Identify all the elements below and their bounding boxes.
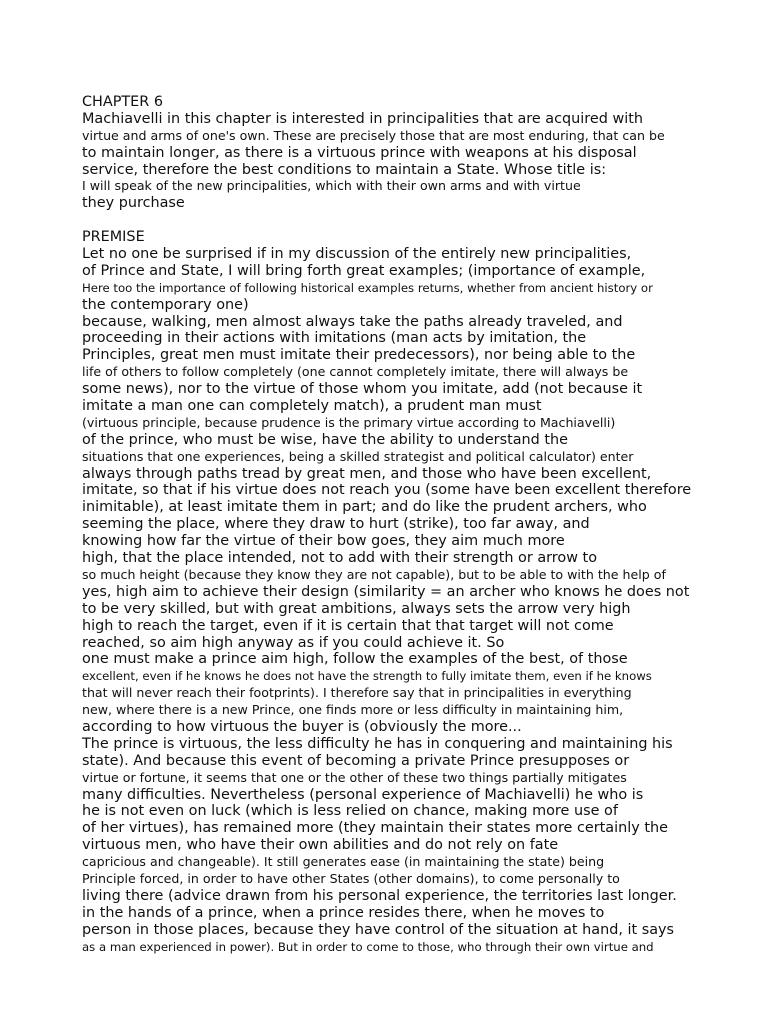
- text-line: Principle forced, in order to have other States (other domains), to come personally to: [82, 870, 620, 886]
- text-line: so much height (because they know they are not capable), but to be able to with the help of: [82, 566, 666, 582]
- text-line: always through paths tread by great men, and those who have been excellent,: [82, 465, 652, 482]
- text-line: many difficulties. Nevertheless (personal experience of Machiavelli) he who is: [82, 786, 644, 803]
- document-page: [82, 94, 752, 955]
- text-line: that will never reach their footprints). I therefore say that in principalities in everything: [82, 685, 632, 701]
- text-line: in the hands of a prince, when a prince resides there, when he moves to: [82, 904, 605, 921]
- text-line: living there (advice drawn from his personal experience, the territories last longer.: [82, 887, 677, 904]
- text-line: inimitable), at least imitate them in part; and do like the prudent archers, who: [82, 499, 647, 516]
- text-line: they purchase: [82, 195, 185, 212]
- text-line: Machiavelli in this chapter is interested in principalities that are acquired with: [82, 110, 643, 127]
- text-line: Let no one be surprised if in my discussion of the entirely new principalities,: [82, 246, 632, 263]
- text-line: virtue and arms of one's own. These are precisely those that are most enduring, that can be: [82, 127, 665, 143]
- text-line: (virtuous principle, because prudence is the primary virtue according to Machiavelli): [82, 414, 616, 430]
- text-line: yes, high aim to achieve their design (similarity = an archer who knows he does not: [82, 583, 690, 600]
- text-line: service, therefore the best conditions to maintain a State. Whose title is:: [82, 161, 607, 178]
- premise-paragraph: [82, 246, 752, 955]
- text-line: to be very skilled, but with great ambitions, always sets the arrow very high: [82, 600, 631, 617]
- text-line: as a man experienced in power). But in order to come to those, who through their own virtue and: [82, 939, 654, 954]
- text-line: seeming the place, where they draw to hurt (strike), too far away, and: [82, 516, 590, 533]
- text-line: Principles, great men must imitate their predecessors), nor being able to the: [82, 347, 636, 364]
- text-line: virtue or fortune, it seems that one or the other of these two things partially mitigates: [82, 769, 627, 785]
- chapter-heading: CHAPTER 6: [82, 94, 164, 110]
- text-line: life of others to follow completely (one cannot completely imitate, there will always be: [82, 364, 629, 380]
- text-line: person in those places, because they have control of the situation at hand, it says: [82, 921, 675, 938]
- text-line: some news), nor to the virtue of those whom you imitate, add (not because it: [82, 381, 643, 398]
- text-line: of the prince, who must be wise, have the ability to understand the: [82, 431, 569, 448]
- text-line: excellent, even if he knows he does not have the strength to fully imitate them, even if he knows: [82, 669, 652, 684]
- text-line: high, that the place intended, not to add with their strength or arrow to: [82, 550, 598, 567]
- text-line: knowing how far the virtue of their bow goes, they aim much more: [82, 533, 565, 550]
- text-line: according to how virtuous the buyer is (obviously the more...: [82, 718, 522, 735]
- text-line: of Prince and State, I will bring forth great examples; (importance of example,: [82, 262, 646, 279]
- text-line: capricious and changeable). It still generates ease (in maintaining the state) being: [82, 854, 605, 870]
- paragraph-spacer: [82, 212, 752, 229]
- text-line: state). And because this event of becoming a private Prince presupposes or: [82, 752, 630, 769]
- text-line: he is not even on luck (which is less relied on chance, making more use of: [82, 803, 618, 820]
- text-line: high to reach the target, even if it is certain that that target will not come: [82, 617, 614, 634]
- text-line: I will speak of the new principalities, which with their own arms and with virtue: [82, 178, 581, 194]
- text-line: of her virtues), has remained more (they maintain their states more certainly the: [82, 820, 668, 837]
- text-line: the contemporary one): [82, 296, 249, 313]
- text-line: situations that one experiences, being a skilled strategist and political calculator) enter: [82, 448, 634, 464]
- text-line: one must make a prince aim high, follow the examples of the best, of those: [82, 651, 628, 668]
- text-line: new, where there is a new Prince, one finds more or less difficulty in maintaining him,: [82, 702, 624, 718]
- text-line: The prince is virtuous, the less difficulty he has in conquering and maintaining his: [82, 735, 673, 752]
- intro-paragraph: [82, 111, 752, 212]
- text-line: reached, so aim high anyway as if you could achieve it. So: [82, 634, 505, 651]
- text-line: to maintain longer, as there is a virtuous prince with weapons at his disposal: [82, 144, 637, 161]
- text-line: imitate, so that if his virtue does not reach you (some have been excellent therefore: [82, 482, 692, 499]
- text-line: proceeding in their actions with imitations (man acts by imitation, the: [82, 330, 587, 347]
- text-line: because, walking, men almost always take the paths already traveled, and: [82, 313, 623, 330]
- section-heading: PREMISE: [82, 229, 145, 246]
- text-line: Here too the importance of following historical examples returns, whether from ancient history or: [82, 280, 653, 295]
- text-line: imitate a man one can completely match), a prudent man must: [82, 398, 542, 415]
- text-line: virtuous men, who have their own abilities and do not rely on fate: [82, 837, 559, 854]
